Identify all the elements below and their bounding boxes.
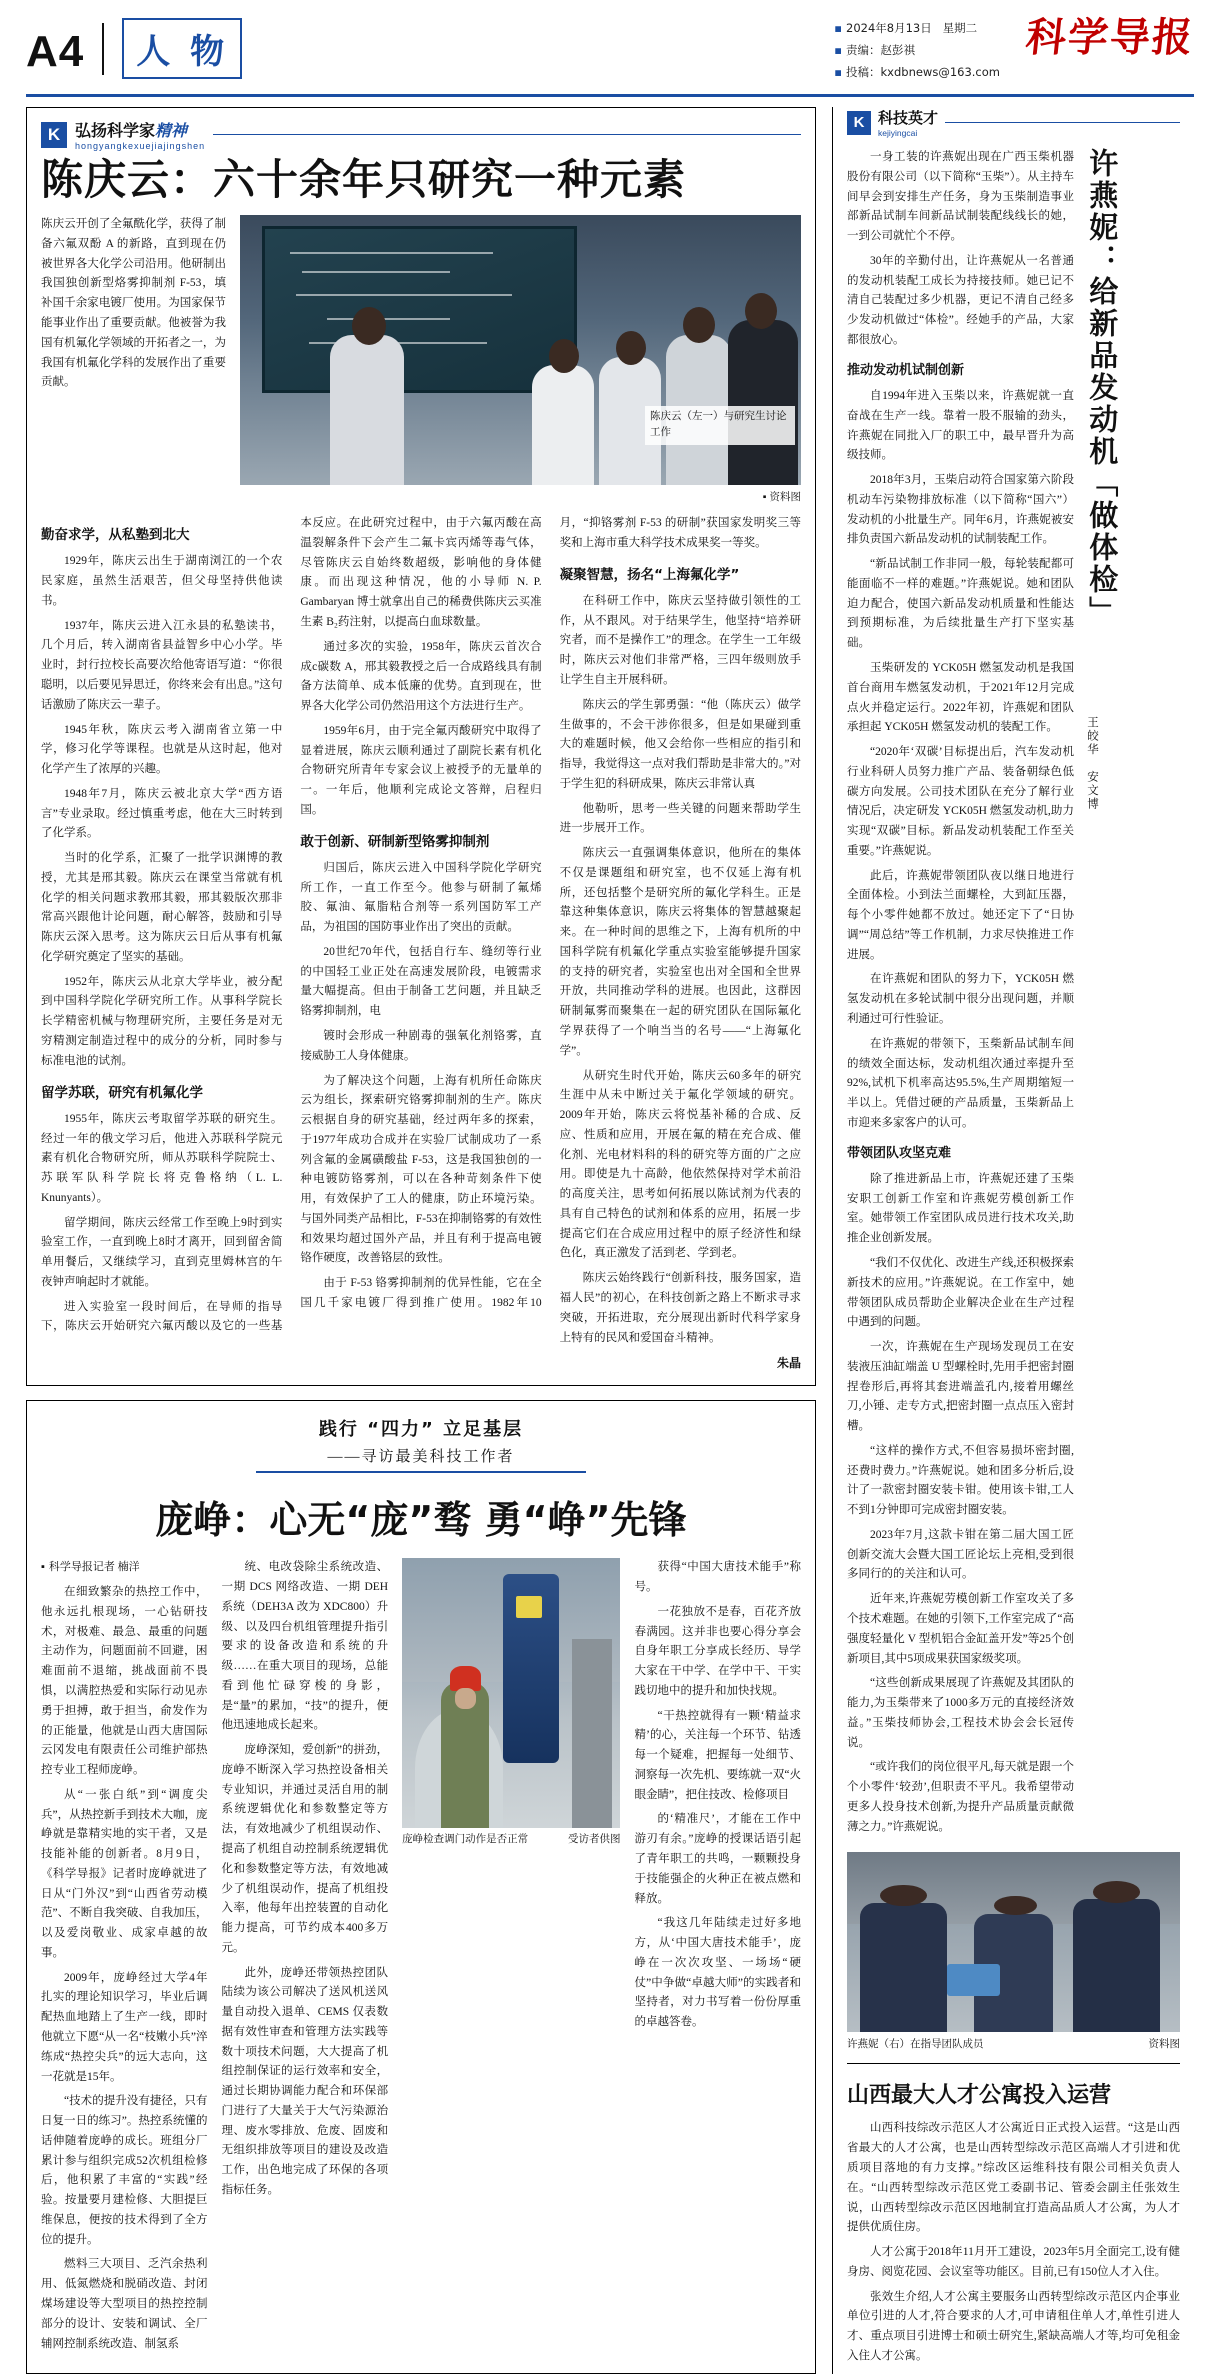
right-photo-credit: 资料图 [1148, 2039, 1180, 2051]
blackboard [262, 226, 576, 393]
article1-body [41, 514, 801, 1348]
article2-photo [402, 1558, 620, 1828]
article2-col-2 [222, 1558, 389, 2359]
paragraph: 当时的化学系，汇聚了一批学识渊博的教授，尤其是邢其毅。陈庆云在课堂当常就有机化学的相关问题求教邢其毅，邢其毅版次那非常高兴跟他计论问题，耐心解答，鼓励和引导陈庆云深入思考。这为陈庆云日后从事有机氟化学研究奠定了坚实的基础。 [41, 852, 283, 963]
paragraph: 一花独放不是春，百花齐放春满园。这并非也要心得分享会自身年职工分享成长经历、导学大家在干中学、在学中干、干实践切地中的提升和加快找规。 [634, 1605, 801, 1697]
paper-nameplate [1023, 14, 1197, 61]
right-divider [847, 2063, 1180, 2064]
paragraph: 山西科技综改示范区人才公寓近日正式投入运营。“这是山西省最大的人才公寓，也是山西转型综改示范区高端人才引进和优质项目落地的有力支撑。”综改区运维科技有限公司相关负责人在。“山西转型综改示范区党工委副书记、管委会副主任张效生说，山西转型综改示范区因地制宜打造高品质人才公寓，为人才提供优质住房。 [847, 2122, 1180, 2234]
kicker-text: 弘扬科学家精神 [75, 121, 188, 140]
right-second-body [847, 2119, 1180, 2366]
issue-date: ▪ 2024年8月13日 星期二 [834, 18, 1000, 40]
paragraph: “这些创新成果展现了许燕妮及其团队的能力,为玉柴带来了1000多万元的直接经济效益。”玉柴技师协会,工程技术协会会长冠传说。 [847, 1677, 1074, 1749]
masthead-left [26, 18, 242, 79]
page-columns [26, 107, 1194, 2374]
article2-col-3 [634, 1558, 801, 2359]
paragraph: 1959年6月，由于完全氟丙酸研究中取得了显着进展，陈庆云顺利通过了副院长素有机化合物研究所青年专家会议上被授予的无量单的一。一年后，他顺利完成论文答辩，启程归国。 [300, 724, 542, 816]
paragraph: 此后，许燕妮带领团队夜以继日地进行全面体检。小到法兰面螺栓，大到缸压器，每个小零件她都不放过。她还定下了“日协调”“周总结”等工作机制，力求尽快推进工作进展。 [847, 869, 1074, 961]
article2-photo-block [402, 1558, 620, 2359]
article1-photo [240, 215, 801, 485]
article2-body [41, 1558, 801, 2359]
paragraph: 人才公寓于2018年11月开工建设，2023年5月全面完工,设有健身房、阅览花园、会议室等功能区。目前,已有150位人才入住。 [847, 2246, 1180, 2278]
article2-kicker-main: 践行 “四力” 立足基层 [318, 1419, 524, 1441]
paragraph: 由于 F-53 铬雾抑制剂的优异性能，它在全国几千家电镀厂得到推广使用。1982年10月，“抑铬雾剂 F-53 的研制”获国家发明奖三等奖和上海市重大科学技术成果奖一等奖。 [300, 517, 801, 1309]
article1-subhead-3: 敢于创新、研制新型铬雾抑制剂 [300, 833, 490, 850]
paragraph: 的‘精准尺’，才能在工作中游刃有余。”庞峥的授课话语引起了青年职工的共鸣，一颗颗投身于技能强企的火种正在被点燃和释放。 [634, 1813, 801, 1905]
article-pangzheng [26, 1400, 816, 2374]
paragraph: 1929年，陈庆云出生于湖南浏江的一个农民家庭，虽然生活艰苦，但父母坚持供他读书。 [41, 555, 283, 607]
right-photo [847, 1852, 1180, 2032]
right-intro [847, 148, 1074, 1842]
paragraph: 为了解决这个问题，上海有机所任命陈庆云为组长，探索研究铬雾抑制剂的生产。陈庆云根据自身的研究基础，经过两年多的探索，于1977年成功合成并在实验厂试制成功了一系列含氟的金属磺酸盐 F-53，这是我国独创的一种电镀防铬雾剂，可以在各种苛刻条件下使用，有效保护了工人的健康，防止环境污染。与国外同类产品相比，F-53在抑制铬雾的有效性和效果均超过国外产品，并且有利于提高电镀铬作硬度，改善铬层的致性。 [300, 1074, 542, 1265]
right-photo-caption-row [847, 2036, 1180, 2051]
right-photo-caption: 许燕妮（右）在指导团队成员 [847, 2039, 984, 2051]
right-kicker-logo-icon: K [847, 111, 871, 135]
paragraph: “技术的提升没有捷径，只有日复一日的练习”。热控系统懂的话伸随着庞峥的成长。班组分厂累计参与组织完成52次机组检修后，他积累了丰富的“实践”经验。按量要月建检修、大胆提巨维保息，便按的技术得到了全方位的提升。 [41, 2095, 208, 2246]
paragraph: 除了推进新品上市，许燕妮还建了玉柴安职工创新工作室和许燕妮劳模创新工作室。她带领工作室团队成员进行技术攻关,助推企业创新发展。 [847, 1172, 1074, 1245]
paragraph: 统、电改袋除尘系统改造、一期 DCS 网络改造、一期 DEH 系统（DEH3A 改为 XDC800）升级、以及四台机组管理提升指引要求的设备改造和系统的升级……在重大项目的现场，总能看到他忙碌穿梭的身影，是“量”的累加，“技”的提升，便他迅速地成长起来。 [221, 1561, 389, 1732]
article1-subhead-1: 勤奋求学，从私塾到北大 [41, 527, 190, 544]
article2-kicker [41, 1415, 801, 1473]
paragraph: 在许燕妮的带领下，玉柴新品试制车间的绩效全面达标，发动机组次通过率提升至92%,试机下机率高达95.5%,生产周期缩短一半以上。凭借过硬的产品质量，玉柴新品上市迎来多家客户的认可。 [847, 1037, 1074, 1129]
email-line: ▪ 投稿：kxdbnews@163.com [834, 62, 1000, 84]
paragraph: “或许我们的岗位很平凡,每天就是跟一个个小零件‘较劲’,但职责不平凡。我希望带动更多人投身技术创新,为提升产品质量贡献微薄之力。”许燕妮说。 [847, 1761, 1074, 1833]
folio-divider [102, 23, 104, 75]
paragraph: “我这几年陆续走过好多地方，从‘中国大唐技术能手’，庞峥在一次次攻坚、一场场“硬仗”中争做“卓越大师”的实践者和坚持者，对力书写着一份份厚重的卓越答卷。 [634, 1917, 801, 2029]
section-badge [122, 18, 242, 79]
masthead [26, 14, 1197, 90]
article1-byline: 朱晶 [776, 1356, 801, 1371]
paragraph: 进入实验室一段时间后，在导师的指导下，陈庆云开始研究六氟丙酸以及它的一些基本反应。在此研究过程中，由于六氟丙酸在高温裂解条件下会产生二氟卡宾丙烯等毒气体，尽管陈庆云自始终数超级，影响他的身体健康。而出现这种情况，他的小导师 N. P. Gambaryan 博士就拿出自己的稀费供陈庆云买准生素 B₂药注射，以提高白血球数量。 [41, 517, 542, 1333]
article1-kicker [41, 118, 801, 151]
paragraph: 30年的辛勤付出，让许燕妮从一名普通的发动机装配工成长为持接技师。她已记不清自己装配过多少机器，更记不清自己经多少发动机做过“体检”。经她手的产品，大家都很放心。 [847, 254, 1074, 346]
right-headline-block [1084, 148, 1180, 1842]
paragraph: 燃料三大项目、乏汽余热利用、低氮燃烧和脱硝改造、封闭煤场建设等大型项目的热控控制部分的设计、安装和调试、全厂辅网控制系统改造、制氢系 [41, 2258, 208, 2350]
right-kicker-pinyin: kejiyingcai [878, 128, 918, 138]
paragraph: 一次，许燕妮在生产现场发现员工在安装液压油缸端盖 U 型螺栓时,先用手把密封圈捏卷形后,再将其套进端盖孔内,接着用螺丝刀,小锤、走专方式,把密封圈一点点压入密封槽。 [847, 1341, 1074, 1433]
paragraph: 他勒听，思考一些关键的问题来帮助学生进一步展开工作。 [559, 802, 801, 835]
right-kicker-text: 科技英才 [878, 109, 939, 127]
paragraph: 2018年3月，玉柴启动符合国家第六阶段机动车污染物排放标准（以下简称“国六”）发动机的小批量生产。同年6月，许燕妮被安排负责国六新品发动机的试制装配工作。 [847, 474, 1074, 546]
paragraph: 归国后，陈庆云进入中国科学院化学研究所工作，一直工作至今。他参与研制了氟烯胶、氟油、氟脂粘合剂等一系列国防军工产品，为祖国的国防事业作出了突出的贡献。 [300, 861, 542, 934]
paragraph: 张效生介绍,人才公寓主要服务山西转型综改示范区内企事业单位引进的人才,符合要求的人才,可申请租住单人才,单性引进人才、重点项目引进博士和硕士研究生,紧缺高端人才等,均可免租金入住人才公寓。 [847, 2290, 1180, 2362]
paragraph: 2009年，庞峥经过大学4年扎实的理论知识学习，毕业后调配热血地踏上了生产一线，即时他就立下愿“从一名“枝嫩小兵”淬练成“热控尖兵”的远大志向，这一花就是15年。 [41, 1971, 208, 2083]
masthead-right [834, 14, 1197, 84]
article2-photo-credit: 受访者供图 [567, 1834, 621, 1846]
paragraph: 陈庆云的学生郭勇强：“他（陈庆云）做学生做事的，不会干涉你很多，但是如果碰到重大的难题时候，他又会给你一些相应的指引和指导，我觉得这一点对我们帮助是非常大的。”对于学生犯的科研成果，陈庆云非常认真 [559, 698, 801, 790]
article2-byline: ▪ 科学导报记者 楠洋 [41, 1558, 208, 1577]
right-second-byline [847, 2373, 1180, 2374]
paragraph: 近年来,许燕妮劳模创新工作室攻关了多个技术难题。在她的引领下,工作室完成了“高强度轻量化 V 型机铝合金缸盖开发”等25个创新项目,其中5项成果获国家级奖项。 [847, 1593, 1074, 1665]
article2-photo-caption-row [402, 1832, 620, 1848]
kicker-pinyin: hongyangkexuejiajingshen [75, 141, 206, 151]
paragraph: 1948年7月，陈庆云被北京大学“西方语言”专业录取。经过慎重考虑，他在大三时转到了化学系。 [41, 787, 283, 840]
article-chenqingyun [26, 107, 816, 1386]
editor-line: ▪ 责编：赵彭祺 [834, 40, 1000, 62]
page-folio: A4 [26, 26, 85, 76]
paragraph: 此外，庞峥还带领热控团队陆续为该公司解决了送风机送风量自动投入退单、CEMS 仅表数据有效性审查和管理方法实践等数十项技术问题，大大提高了机组控制保证的运行效率和安全，通过长期协调能力配合和环保部门进行了大量关于大气污染源治理、废水零排放、危废、固废和无组织排放等项目的建设及改造工作，出色地完成了环保的各项指标任务。 [221, 1966, 389, 2196]
right-kicker [847, 107, 1180, 138]
paragraph: “我们不仅优化、改进生产线,还积极探索新技术的应用。”许燕妮说。在工作室中，她带领团队成员帮助企业解决企业在生产过程中遇到的问题。 [847, 1257, 1074, 1329]
masthead-rule [26, 94, 1194, 97]
paragraph: 2023年7月,这款卡钳在第二届大国工匠创新交流大会暨大国工匠论坛上亮相,受到很多同行的的关注和认可。 [847, 1528, 1074, 1581]
paragraph: 镀时会形成一种剧毒的强氧化剂铬雾，直接威胁工人身体健康。 [300, 1030, 542, 1062]
paragraph: “这样的操作方式,不但容易损坏密封圈,还费时费力。”许燕妮说。她和团多分析后,设计了一款密封圈安装卡钳。使用该卡钳,工人不到1分钟即可完成密封圈安装。 [847, 1444, 1074, 1517]
paragraph: 1945年秋，陈庆云考入湖南省立第一中学，修习化学等课程。也就是从这时起，他对化学产生了浓厚的兴趣。 [41, 723, 283, 776]
kicker-rule [213, 134, 801, 135]
article2-kicker-rule [256, 1471, 586, 1473]
article2-col-1 [41, 1558, 208, 2359]
paragraph: 获得“中国大唐技术能手”称号。 [634, 1561, 801, 1594]
paragraph: 1955年，陈庆云考取留学苏联的研究生。经过一年的俄文学习后，他进入苏联科学院元素有机化合物研究所，师从苏联科学院院士、苏联军队科学院长将克鲁格纳（L. L. Knunyants）。 [41, 1112, 283, 1204]
paragraph: 自1994年进入玉柴以来，许燕妮就一直奋战在生产一线。靠着一股不服输的劲头，许燕妮在同批入厂的职工中，最早晋升为高级技师。 [847, 390, 1074, 462]
paragraph: “2020年‘双碳’目标提出后，汽车发动机行业科研人员努力推广产品、装备朝绿色低碳方向发展。公司技术团队在充分了解行业情况后，决定研发 YCK05H 燃氢发动机,助力实现“双碳”目标。新品发动机装配工作至关重要。”许燕妮说。 [847, 746, 1074, 857]
article2-kicker-sub: ——寻访最美科技工作者 [327, 1449, 515, 1466]
kicker-logo-icon: K [41, 122, 67, 148]
paragraph: “新品试制工作非同一般，每轮装配都可能面临不一样的难题。”许燕妮说。她和团队迫力配合，使国六新品发动机质量和性能达到预期标准，为后续批量生产打下坚实基础。 [847, 558, 1074, 650]
paragraph: 一身工装的许燕妮出现在广西玉柴机器股份有限公司（以下简称“玉柴”）。从主持车间早会到安排生产任务，身为玉柴制造事业部新品试制车间新品试制装配线线长的她，一到公司就忙个不停。 [847, 151, 1074, 243]
section-name: 人 物 [136, 32, 229, 72]
paragraph: 留学期间，陈庆云经常工作至晚上9时到实验室工作，一直到晚上8时才离开，回到留舍简单用餐后，又继续学习，直到克里姆林宫的午夜钟声响起时才就能。 [41, 1216, 283, 1288]
article1-headline: 陈庆云：六十余年只研究一种元素 [41, 155, 687, 204]
article1-photo-caption: 陈庆云（左一）与研究生讨论工作 [645, 406, 795, 446]
right-subhead-1: 推动发动机试制创新 [847, 362, 965, 378]
paragraph: 陈庆云始终践行“创新科技，服务国家，造福人民”的初心，在科技创新之路上不断求寻求突破，开拓进取，充分展现出新时代科学家身上特有的民风和爱国奋斗精神。 [559, 1272, 801, 1344]
paper-title: 科学导报 [1023, 14, 1197, 61]
paragraph: 陈庆云一直强调集体意识，他所在的集体不仅是课题组和研究室，也不仅延上海有机所，还包括整个是研究所的氟化学科生。正是靠这种集体意识，陈庆云将集体的智慧越聚起来。在一种时间的思维之下，上海有机所的中国科学院有机氟化学重点实验室能够提升国家的支持的研究者，实验室也出对全国和全世界开放，共同推动学科的进展。也因此，这群因研制氟雾而聚集在一起的研究团队在国际氟化学界获得了一个响当当的名号——“上海氟化学”。 [559, 847, 801, 1057]
right-article-top [847, 148, 1180, 1842]
article1-standfirst: 陈庆云开创了全氟酰化学，获得了制备六氟双酚 A 的新路，直到现在仍被世界各大化学公司沿用。他研制出我国独创新型烙雾抑制剂 F-53，填补国千余家电镀厂使用。为国家保节能事业作出了重要贡献。他被誉为我国有机氟化学领域的开拓者之一，为我国有机氟化学科的发展作出了重要贡献。 [41, 218, 226, 389]
paragraph: 1952年，陈庆云从北京大学毕业，被分配到中国科学院化学研究所工作。从事科学院长长学精密机械与物理研究所，主要任务是对无穷精测定制造过程中的成分的分析，同时参与标准电池的试剂。 [41, 975, 283, 1067]
article2-headline: 庞峥：心无“庞”骛 勇“峥”先锋 [155, 1498, 687, 1543]
paragraph: 从“一张白纸”到“调度尖兵”，从热控新手到技术大咖，庞峥就是靠精实地的实干者，又是技能补能的创新者。8月9日，《科学导报》记者时庞峥就进了日从“门外汉”到“山西省劳动模范”、不断自我突破、自我加压，以及爱岗敬业、成家卓越的故事。 [41, 1788, 208, 1959]
paragraph: “干热控就得有一颗‘精益求精’的心，关注每一个环节、钻透每一个疑难，把握每一处细节、洞察每一次先机、要练就一双“火眼金睛”，把住技改、检修项目 [634, 1709, 801, 1801]
paragraph: 通过多次的实验，1958年，陈庆云首次合成c碳数 A，邢其毅教授之后一合成路线具有制备方法简单、成本低廉的优势。直到现在，世界各大化学公司仍然沿用这个方法进行生产。 [300, 640, 542, 713]
masthead-info [834, 18, 1000, 84]
paragraph: 玉柴研发的 YCK05H 燃氢发动机是我国首台商用车燃氢发动机，于2021年12月完成点火并稳定运行。2022年初，许燕妮和团队承担起 YCK05H 燃氢发动机的装配工作。 [847, 661, 1074, 734]
right-subhead-2: 带领团队攻坚克难 [847, 1145, 952, 1161]
right-column [832, 107, 1180, 2374]
paragraph: 从研究生时代开始，陈庆云60多年的研究生涯中从未中断过关于氟化学领域的研究。2009年开始，陈庆云将悦基补稀的合成、反应、性质和应用，开展在氟的精在充合成、催化剂、光电材料科的科的研究等方面的广之应用。即使是九十高龄，他依然保持对学术前沿的高度关注，思考如何拓展以陈试剂为代表的具有自己特色的试剂和体系的应用，拓展一步提高它们在合成应用过程中的原子经济性和绿色化，真正激发了活到老、学到老。 [559, 1069, 801, 1260]
right-byline: 王皎华 安文博 [1086, 716, 1098, 811]
paragraph: 1937年，陈庆云进入江永县的私塾读书，几个月后，转入湖南省县益智乡中心小学。毕业时，封行拉校长高要次给他寄语写道：“你很聪明，以后要见异思迁，你终来会有出息。”这句话激励了陈庆云一辈子。 [41, 619, 283, 711]
article1-subhead-4: 凝聚智慧，扬名“上海氟化学” [559, 566, 740, 583]
paragraph: 20世纪70年代，包括自行车、缝纫等行业的中国轻工业正处在高速发展阶段，电镀需求量大幅提高。但由于制备工艺问题，并且缺乏铬雾抑制剂，电 [300, 945, 542, 1018]
paragraph: 庞峥深知，爱创新”的拼劲，庞峥不断深入学习热控设备相关专业知识，并通过灵活自用的制系统逻辑优化和参数整定等方法，有效地减少了机组误动作、提高了机组自动控制系统逻辑优化和参数整定等方法，有效地减少了机组误动作，提高了机组投入率，他每年出控装置的自动化能力提高，可节约成本400多万元。 [221, 1744, 389, 1954]
left-column [26, 107, 816, 2374]
right-second-headline: 山西最大人才公寓投入运营 [847, 2083, 1112, 2109]
paragraph: 在许燕妮和团队的努力下，YCK05H 燃氢发动机在多轮试制中很分出现问题，并顺利通过可行性验证。 [847, 973, 1074, 1025]
paragraph: 在科研工作中，陈庆云坚持做引领性的工作，从不跟风。对于结果学生，他坚持“培养研究者，而不是操作工”的理念。在学生一工年级时，陈庆云对他们非常严格，三四年级则放手让学生自主开展科研。 [559, 594, 801, 686]
article2-photo-caption: 庞峥检查调门动作是否正常 [402, 1834, 529, 1846]
right-headline: 许燕妮：给新品发动机「做体检」 [1085, 148, 1120, 628]
article1-lede-block [41, 215, 801, 504]
article1-photo-credit: ▪ 资料图 [240, 489, 801, 504]
right-kicker-rule [945, 122, 1180, 123]
article1-subhead-2: 留学苏联，研究有机氟化学 [41, 1084, 203, 1101]
paragraph: 在细致繁杂的热控工作中，他永远扎根现场，一心钻研技术，对极难、最急、最重的问题主动作为，问题面前不回避，困难面前不退缩，挑战面前不畏惧，以满腔热爱和实际行动见赤勇于担搏，敢于担当，俞发作为的正能量，他就是山西大唐国际云冈发电有限责任公司维护部热控专业工程师庞峥。 [41, 1586, 208, 1777]
article1-photo-block [240, 215, 801, 504]
